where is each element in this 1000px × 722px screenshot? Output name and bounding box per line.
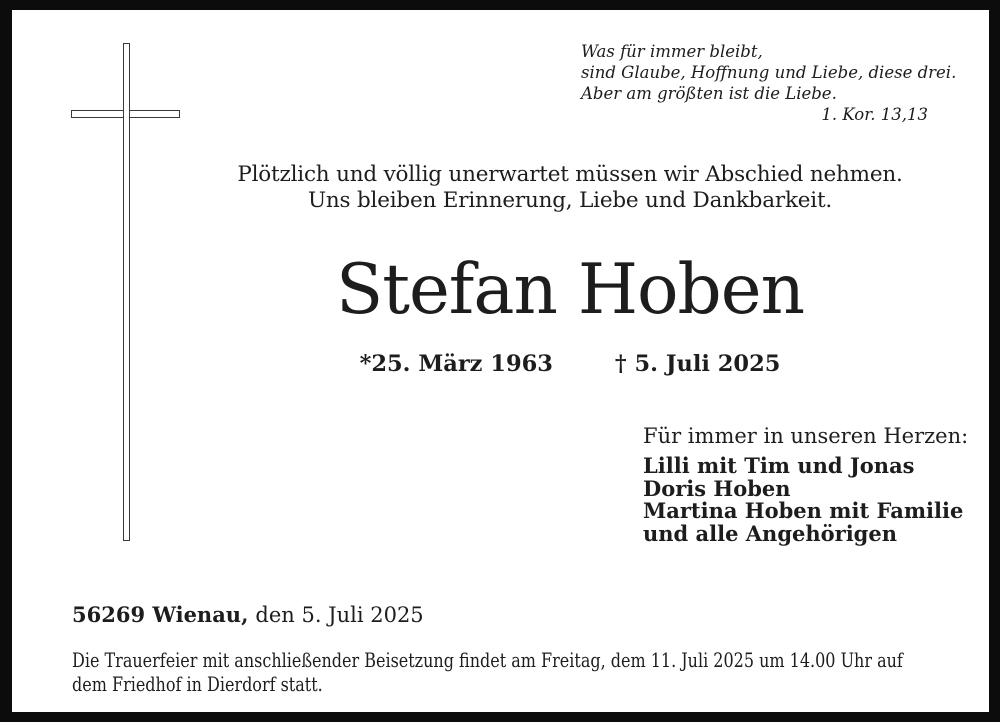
intro-line: Uns bleiben Erinnerung, Liebe und Dankbarkeit.: [307, 187, 833, 213]
death-date: † 5. Juli 2025: [614, 351, 781, 377]
cross-icon-vertical-bar: [123, 43, 130, 541]
deceased-name: Stefan Hoben: [335, 250, 805, 330]
verse-line: Aber am größten ist die Liebe.: [581, 84, 837, 103]
funeral-info-line: Die Trauerfeier mit anschließender Beisetzung findet am Freitag, dem 11. Juli 2025 um 14.00 Uhr auf: [72, 648, 903, 672]
mourners-heading: Für immer in unseren Herzen:: [643, 424, 969, 448]
notice-date: den 5. Juli 2025: [255, 603, 424, 627]
verse-line: Was für immer bleibt,: [581, 42, 763, 61]
place-name: 56269 Wienau,: [72, 602, 249, 627]
verse-citation: 1. Kor. 13,13: [821, 105, 928, 124]
verse-line: sind Glaube, Hoffnung und Liebe, diese drei.: [581, 63, 957, 82]
intro-line: Plötzlich und völlig unerwartet müssen wir Abschied nehmen.: [237, 162, 903, 187]
funeral-info-line: dem Friedhof in Dierdorf statt.: [72, 671, 323, 696]
mourner-name: Martina Hoben mit Familie: [643, 498, 964, 523]
place-date-line: [72, 602, 424, 627]
mourner-name: Lilli mit Tim und Jonas: [643, 453, 915, 478]
funeral-info: [72, 649, 903, 696]
birth-date: *25. März 1963: [359, 351, 553, 377]
mourner-name: und alle Angehörigen: [643, 520, 897, 546]
mourner-name: Doris Hoben: [643, 475, 791, 501]
bible-verse: [581, 41, 957, 125]
obituary-page: [12, 10, 989, 712]
intro-text: [188, 162, 952, 213]
life-dates: [188, 351, 952, 377]
mourners-block: [643, 425, 968, 545]
